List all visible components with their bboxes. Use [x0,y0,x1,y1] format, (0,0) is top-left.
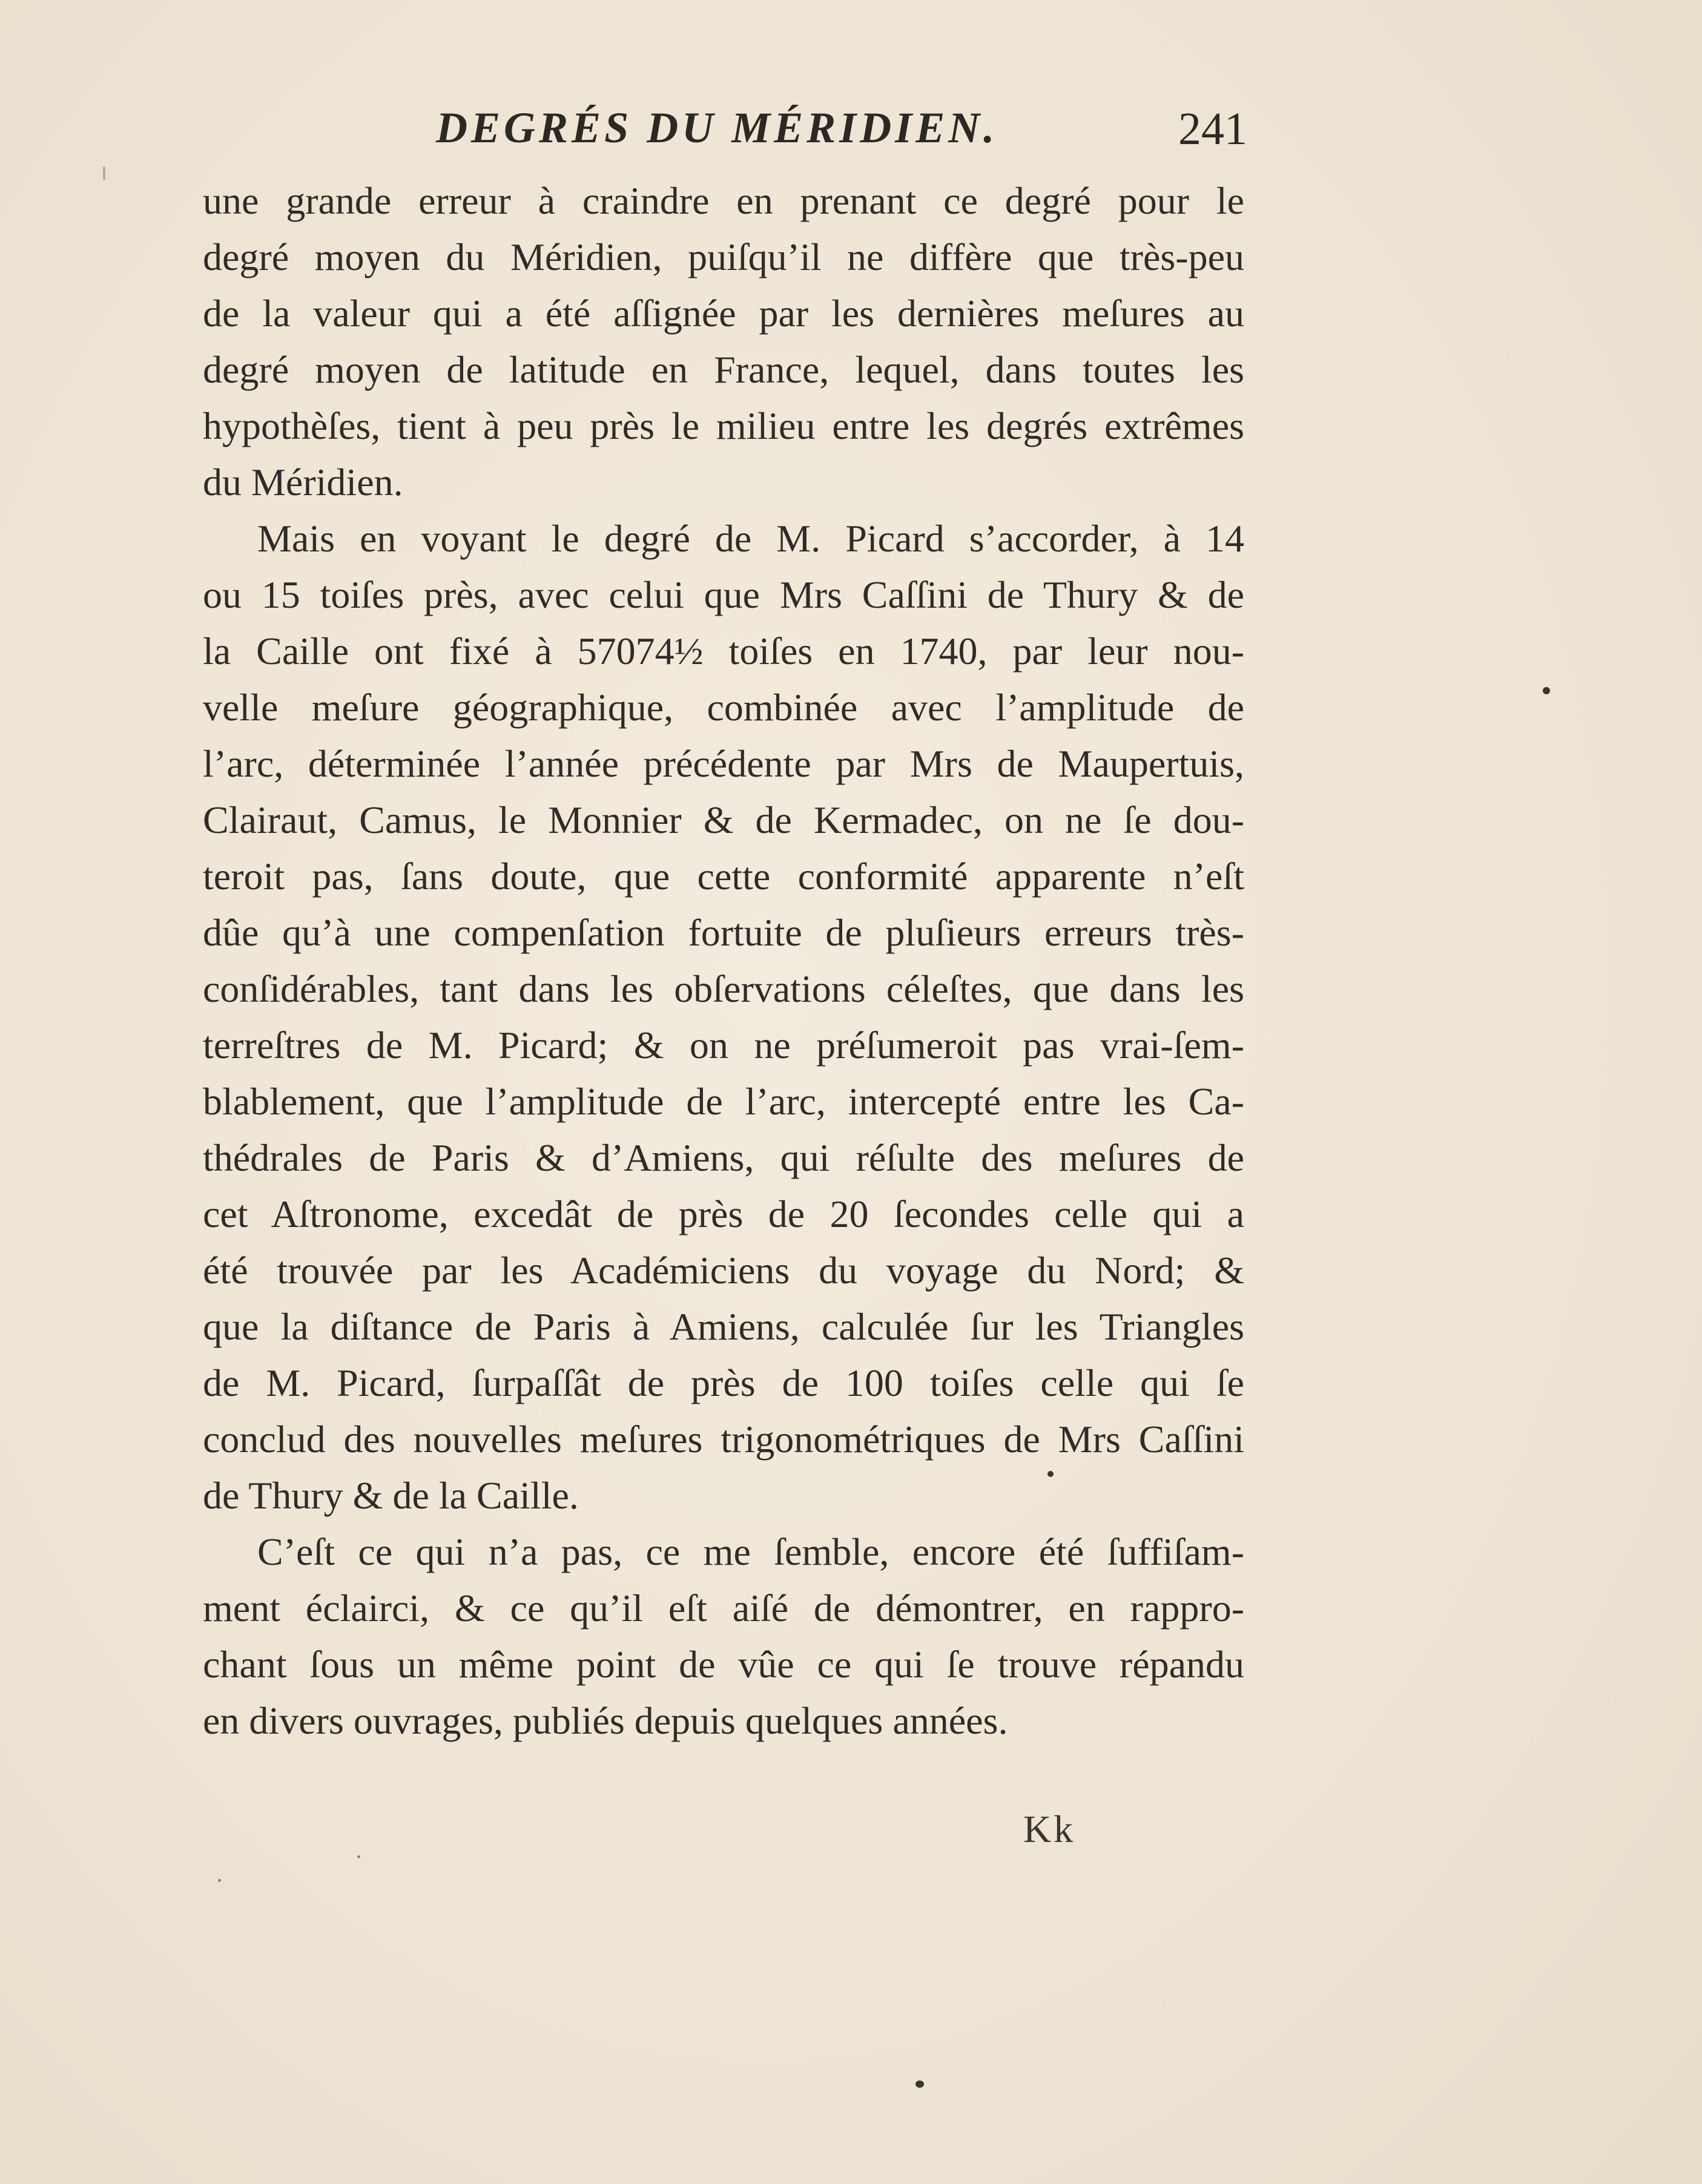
text-line: conclud des nouvelles meſures trigonométriques de Mrs Caſſini [203,1418,1244,1461]
paper-speck [1543,687,1550,694]
running-title: DEGRÉS DU MÉRIDIEN. [436,104,998,152]
paragraph-2 [203,510,1244,1524]
text-line: que la diſtance de Paris à Amiens, calculée ſur les Triangles [203,1305,1244,1348]
text-line: thédrales de Paris & d’Amiens, qui réſulte des meſures de [203,1136,1244,1179]
text-line: conſidérables, tant dans les obſervations céleſtes, que dans les [203,967,1244,1010]
text-line: C’eſt ce qui n’a pas, ce me ſemble, encore été ſuffiſam- [257,1530,1244,1573]
paragraph-3 [203,1524,1244,1749]
paper-speck [103,166,105,180]
page-number: 241 [1178,104,1247,154]
text-line: degré moyen du Méridien, puiſqu’il ne diffère que très-peu [203,235,1244,278]
text-line: velle meſure géographique, combinée avec l’amplitude de [203,686,1244,729]
text-line: en divers ouvrages, publiés depuis quelques années. [203,1699,1008,1742]
text-line: terreſtres de M. Picard; & on ne préſumeroit pas vrai-ſem- [203,1024,1244,1067]
paper-speck [915,2080,924,2088]
paper-speck [357,1855,360,1858]
text-line: de M. Picard, ſurpaſſât de près de 100 toiſes celle qui ſe [203,1361,1244,1404]
text-line: Mais en voyant le degré de M. Picard s’accorder, à 14 [257,517,1244,560]
paper-speck [1047,1471,1054,1477]
paragraph-1 [203,173,1244,510]
paper-speck [218,1879,221,1882]
page-header [436,103,1247,169]
text-line: une grande erreur à craindre en prenant ce degré pour le [203,179,1244,222]
text-line: Clairaut, Camus, le Monnier & de Kermadec, on ne ſe dou- [203,798,1244,841]
text-line: l’arc, déterminée l’année précédente par Mrs de Maupertuis, [203,742,1244,785]
signature-mark: Kk [1023,1807,1076,1850]
text-line: la Caille ont fixé à 57074½ toiſes en 1740, par leur nou- [203,630,1244,673]
text-line: blablement, que l’amplitude de l’arc, intercepté entre les Ca- [203,1080,1244,1123]
text-line: du Méridien. [203,461,403,504]
body-text [203,173,1244,1749]
text-line: teroit pas, ſans doute, que cette conformité apparente n’eſt [203,855,1244,898]
text-line: degré moyen de latitude en France, lequel, dans toutes les [203,348,1244,391]
text-line: ou 15 toiſes près, avec celui que Mrs Caſſini de Thury & de [203,573,1244,616]
text-line: ment éclairci, & ce qu’il eſt aiſé de démontrer, en rappro- [203,1587,1244,1630]
text-line: de la valeur qui a été aſſignée par les dernières meſures au [203,292,1244,335]
text-line: de Thury & de la Caille. [203,1474,579,1517]
text-line: hypothèſes, tient à peu près le milieu entre les degrés extrêmes [203,404,1244,447]
text-line: cet Aſtronome, excedât de près de 20 ſecondes celle qui a [203,1192,1244,1235]
text-line: dûe qu’à une compenſation fortuite de pluſieurs erreurs très- [203,911,1244,954]
text-line: chant ſous un même point de vûe ce qui ſe trouve répandu [203,1643,1244,1686]
text-line: été trouvée par les Académiciens du voyage du Nord; & [203,1249,1244,1292]
